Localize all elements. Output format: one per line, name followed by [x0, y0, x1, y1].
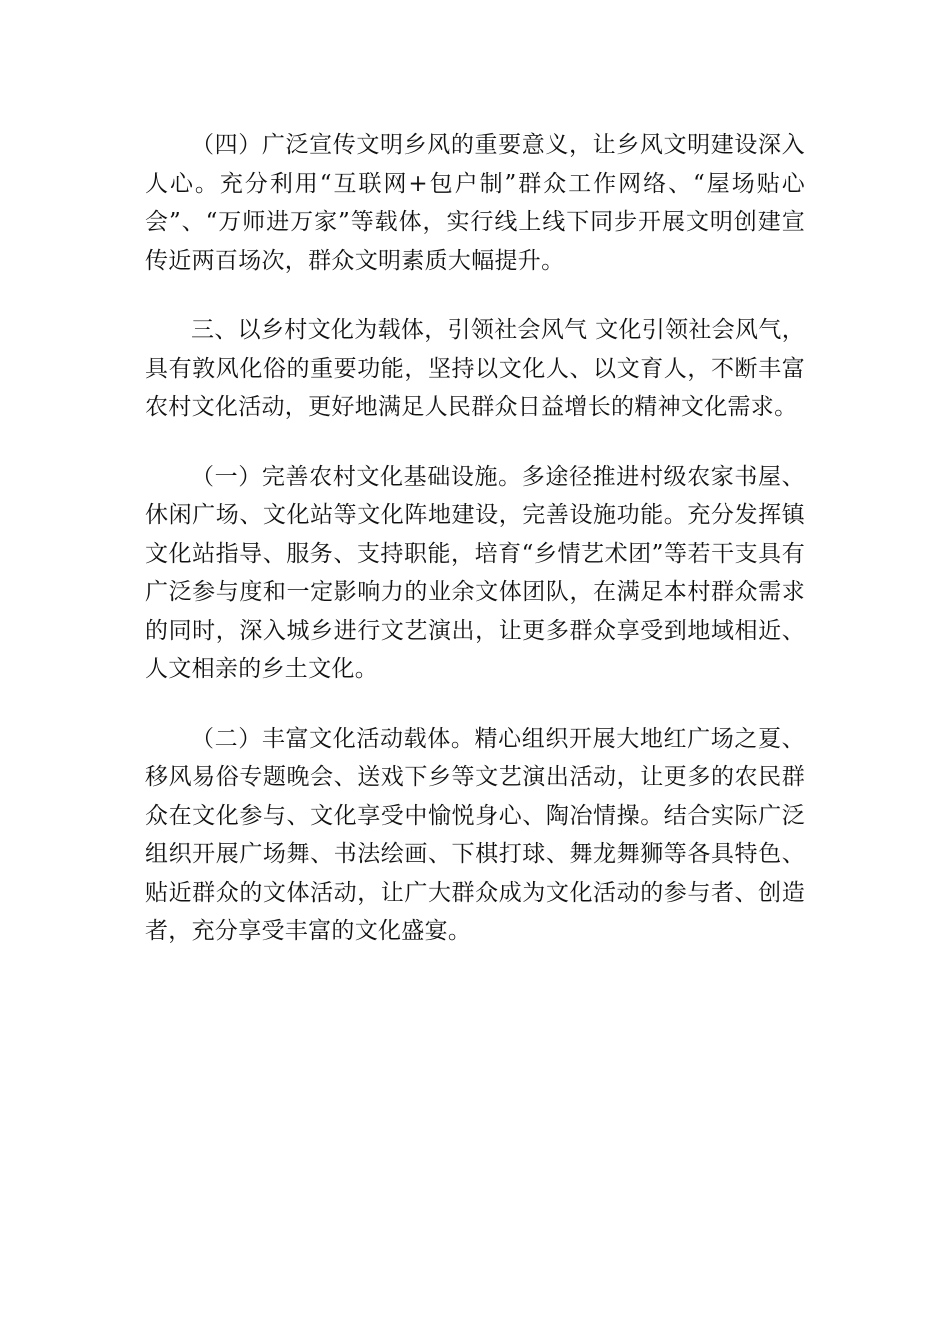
paragraph-subsection-1-facilities: （一）完善农村文化基础设施。多途径推进村级农家书屋、休闲广场、文化站等文化阵地建设，完善设施功能。充分发挥镇文化站指导、服务、支持职能，培育“乡情艺术团”等若干支具有广泛参与度和一定影响力的业余文体团队，在满足本村群众需求的同时，深入城乡进行文艺演出，让更多群众享受到地域相近、人文相亲的乡土文化。 [145, 463, 805, 682]
paragraph-subsection-2-activities: （二）丰富文化活动载体。精心组织开展大地红广场之夏、移风易俗专题晚会、送戏下乡等文艺演出活动，让更多的农民群众在文化参与、文化享受中愉悦身心、陶冶情操。结合实际广泛组织开展广场舞、书法绘画、下棋打球、舞龙舞狮等各具特色、贴近群众的文体活动，让广大群众成为文化活动的参与者、创造者，充分享受丰富的文化盛宴。 [145, 725, 805, 944]
paragraph-section-3-heading: 三、以乡村文化为载体，引领社会风气 文化引领社会风气，具有敦风化俗的重要功能，坚持以文化人、以文育人，不断丰富农村文化活动，更好地满足人民群众日益增长的精神文化需求。 [145, 317, 805, 420]
paragraph-section-4-promotion: （四）广泛宣传文明乡风的重要意义，让乡风文明建设深入人心。充分利用“互联网+包户制”群众工作网络、“屋场贴心会”、“万师进万家”等载体，实行线上线下同步开展文明创建宣传近两百场次，群众文明素质大幅提升。 [145, 132, 805, 274]
document-body [145, 126, 805, 982]
